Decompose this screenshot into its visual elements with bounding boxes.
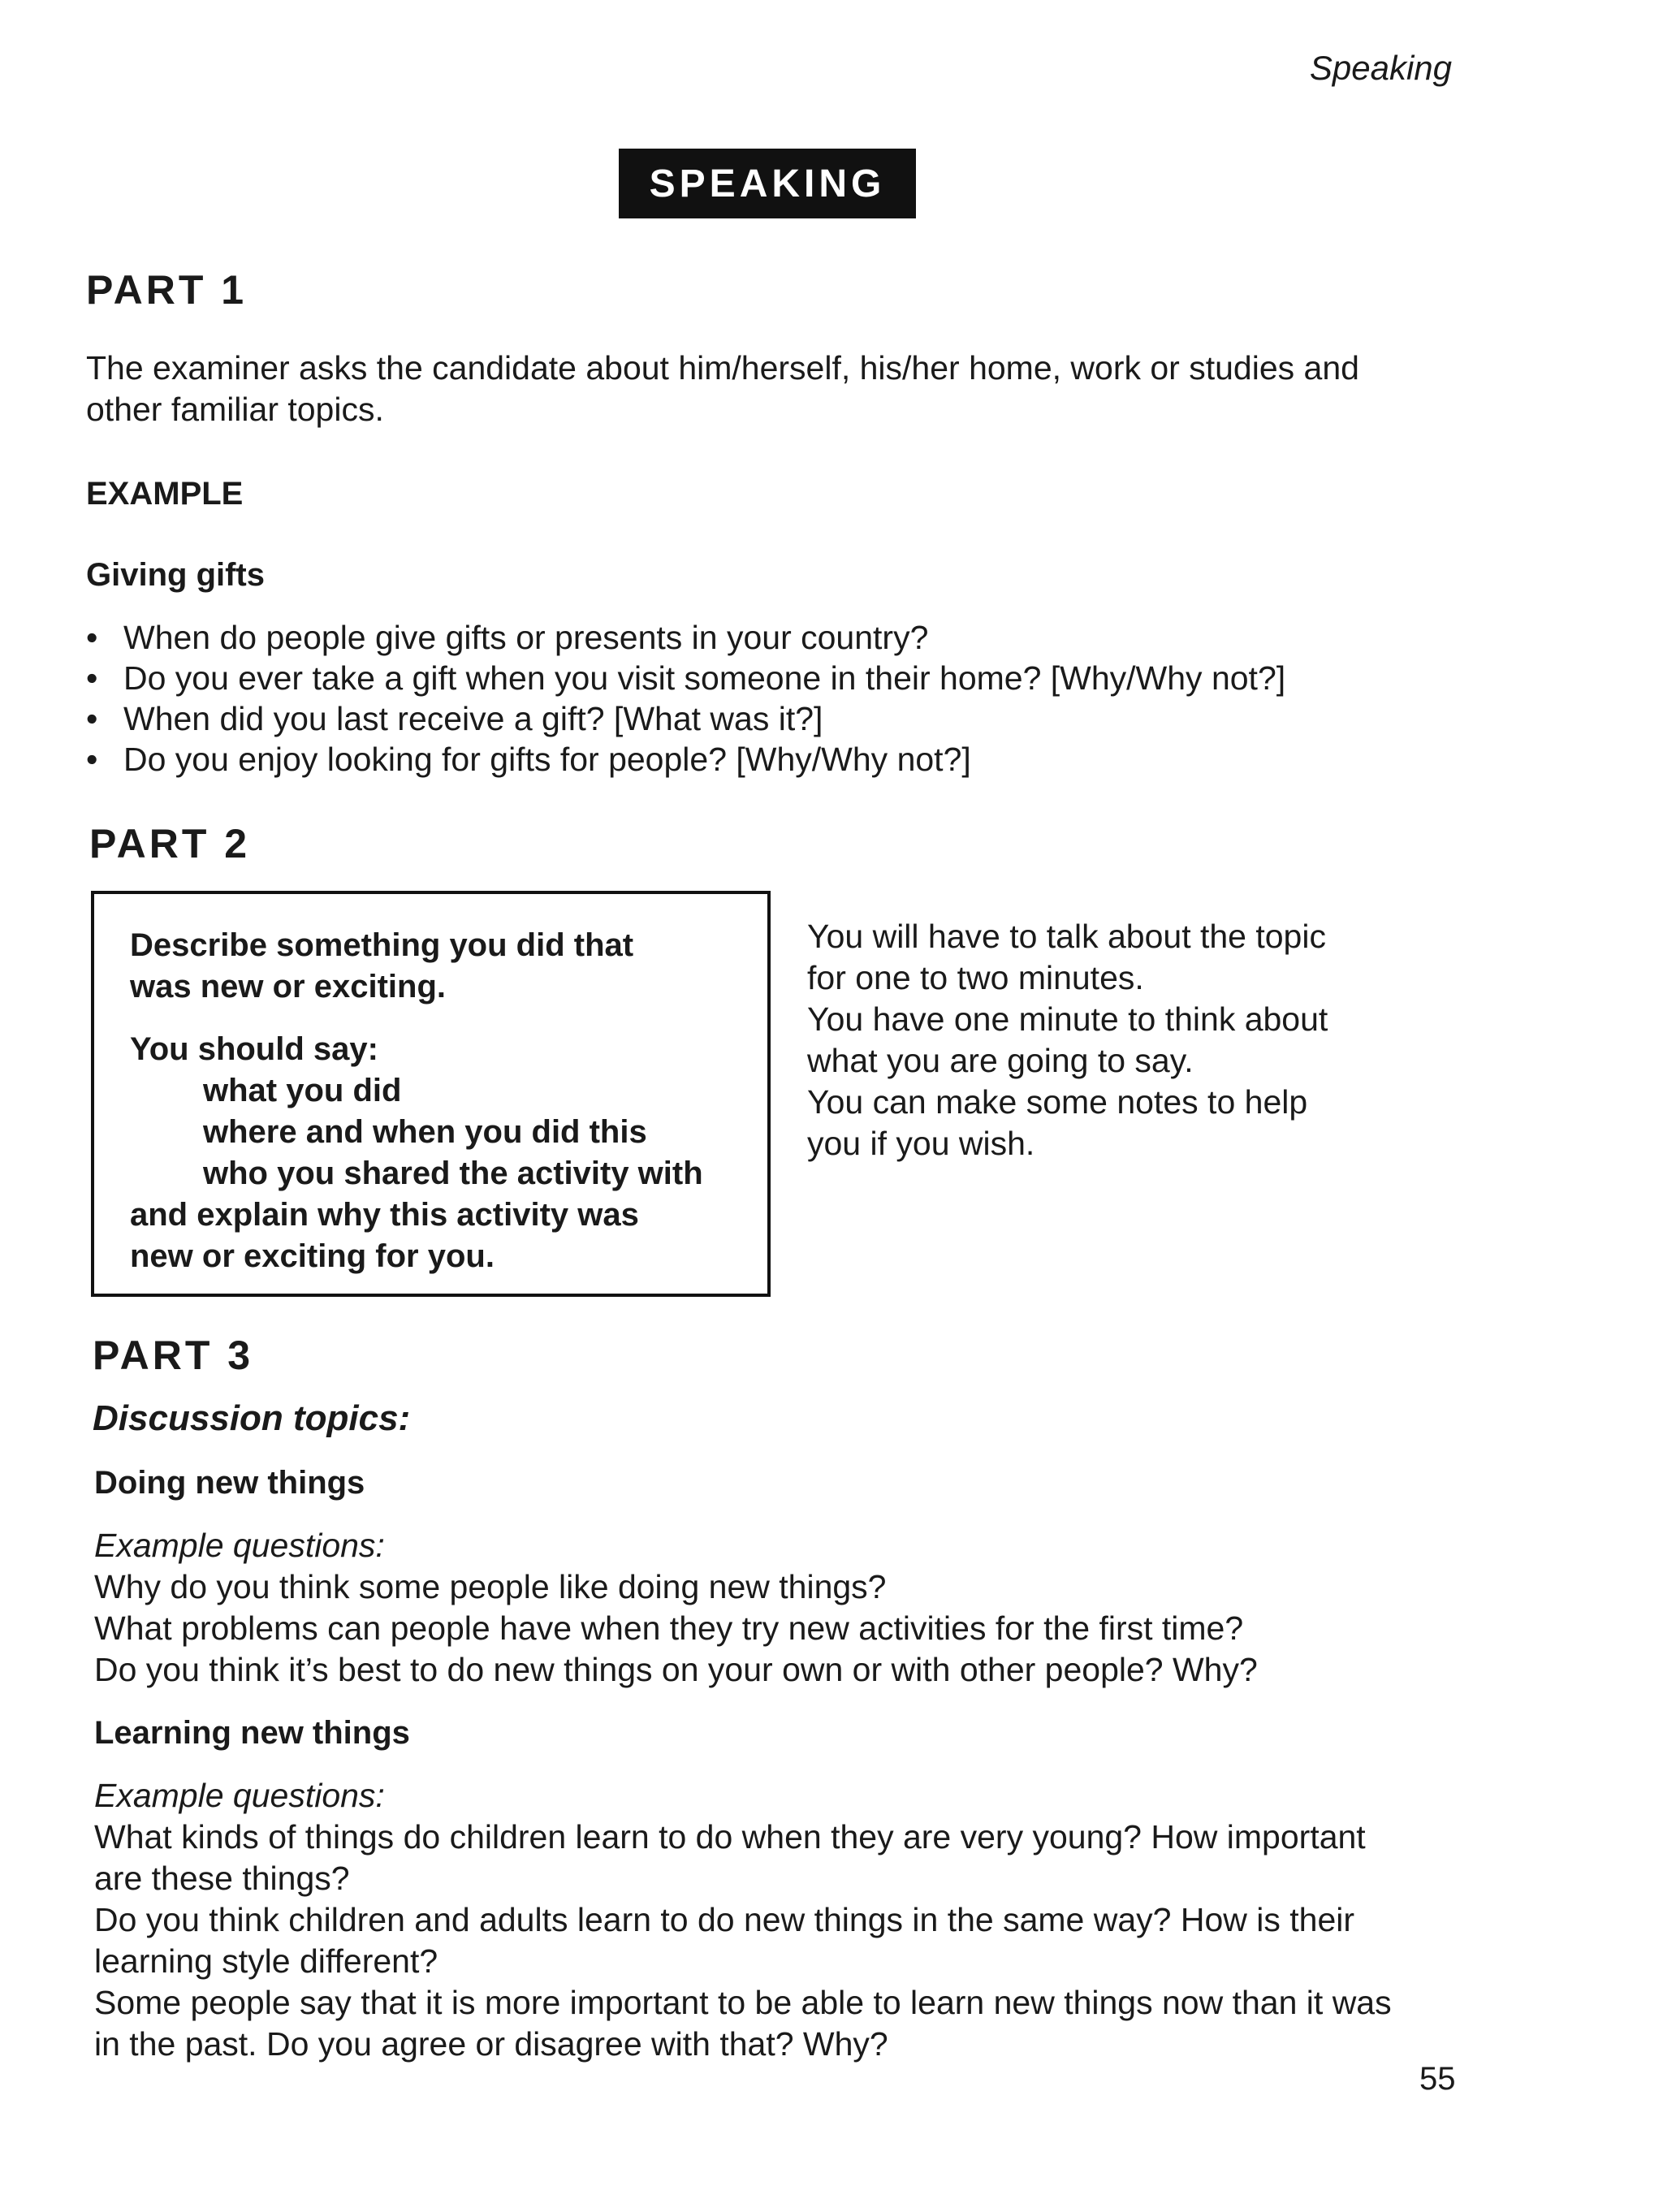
discussion-label: Discussion topics: <box>93 1398 411 1438</box>
instruction-line: what you are going to say. <box>807 1042 1194 1079</box>
list-item: • Do you enjoy looking for gifts for people? [Why/Why not?] <box>86 739 1285 780</box>
cue-point: where and when you did this <box>203 1114 647 1150</box>
question-line: What kinds of things do children learn to do when they are very young? How important <box>94 1818 1366 1856</box>
question-line: Do you think children and adults learn to do new things in the same way? How is their <box>94 1901 1355 1938</box>
cue-point: who you shared the activity with <box>203 1156 703 1191</box>
question-line: are these things? <box>94 1860 350 1897</box>
question-line: Why do you think some people like doing new things? <box>94 1568 887 1605</box>
question-line: Some people say that it is more important to be able to learn new things now than it was <box>94 1984 1392 2021</box>
cue-explain-line: and explain why this activity was <box>130 1197 639 1233</box>
part1-intro-line: other familiar topics. <box>86 391 384 428</box>
instruction-line: you if you wish. <box>807 1125 1035 1162</box>
cue-card <box>91 891 771 1297</box>
list-item: • When do people give gifts or presents in your country? <box>86 617 1285 658</box>
example-questions-label: Example questions: <box>94 1527 385 1564</box>
cue-prompt-line: was new or exciting. <box>130 969 447 1004</box>
question-line: in the past. Do you agree or disagree with that? Why? <box>94 2025 888 2063</box>
cue-point: what you did <box>203 1073 402 1108</box>
cue-explain-line: new or exciting for you. <box>130 1238 495 1274</box>
page-number: 55 <box>1419 2061 1456 2097</box>
example-questions-label: Example questions: <box>94 1777 385 1814</box>
part2-title: PART 2 <box>89 821 251 866</box>
topic-title: Giving gifts <box>86 557 265 593</box>
part1-question-list <box>86 617 1285 780</box>
cue-card-content <box>130 925 763 1277</box>
discussion-topic-questions <box>94 1775 1392 2065</box>
part3-title: PART 3 <box>93 1333 254 1378</box>
question-line: What problems can people have when they try new activities for the first time? <box>94 1609 1244 1647</box>
instruction-line: You have one minute to think about <box>807 1000 1328 1038</box>
instruction-line: You can make some notes to help <box>807 1083 1308 1121</box>
cue-should-say: You should say: <box>130 1031 378 1067</box>
discussion-topic-questions <box>94 1525 1258 1691</box>
discussion-topic-title: Doing new things <box>94 1465 365 1501</box>
instruction-line: You will have to talk about the topic <box>807 918 1326 955</box>
section-banner: SPEAKING <box>619 149 916 218</box>
list-item: • Do you ever take a gift when you visit someone in their home? [Why/Why not?] <box>86 658 1285 698</box>
part1-intro <box>86 348 1359 430</box>
part2-instructions <box>807 916 1424 1164</box>
question-line: Do you think it’s best to do new things on your own or with other people? Why? <box>94 1651 1258 1688</box>
part1-title: PART 1 <box>86 267 248 313</box>
discussion-topic-title: Learning new things <box>94 1715 410 1751</box>
question-line: learning style different? <box>94 1942 438 1980</box>
cue-prompt-line: Describe something you did that <box>130 927 634 963</box>
running-header: Speaking <box>1309 49 1452 87</box>
instruction-line: for one to two minutes. <box>807 959 1144 996</box>
list-item: • When did you last receive a gift? [What was it?] <box>86 698 1285 739</box>
example-label: EXAMPLE <box>86 476 244 512</box>
part1-intro-line: The examiner asks the candidate about him/herself, his/her home, work or studies and <box>86 349 1359 387</box>
